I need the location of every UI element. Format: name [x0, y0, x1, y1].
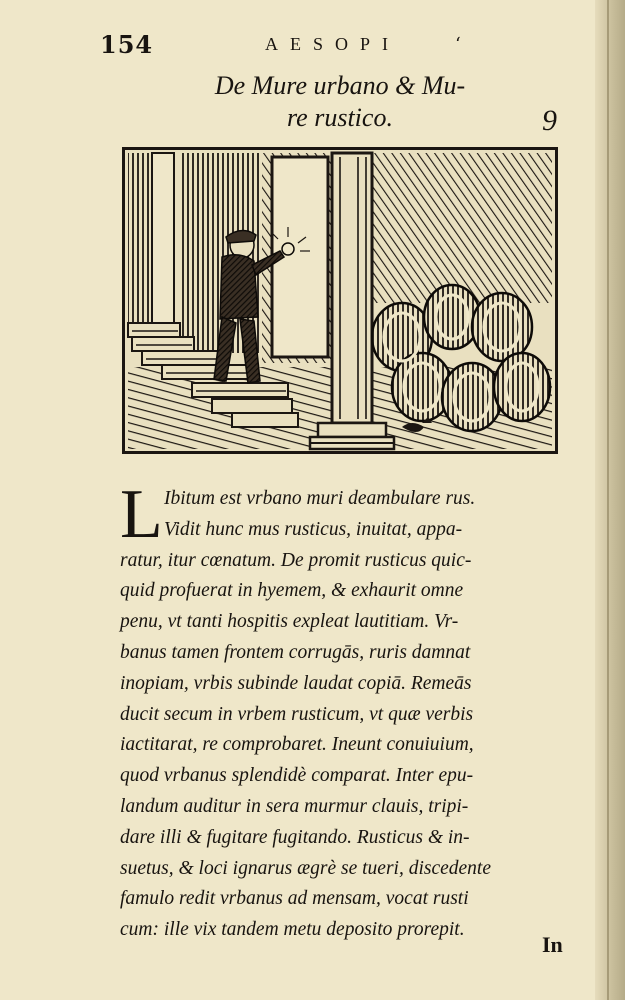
page-gutter	[595, 0, 625, 1000]
text-line: banus tamen frontem corrugās, ruris damnat	[120, 641, 471, 663]
text-line: suetus, & loci ignarus ægrè se tueri, discedente	[120, 857, 491, 879]
fable-title	[185, 70, 495, 134]
page-header	[100, 30, 480, 60]
catchword: In	[542, 932, 563, 957]
title-line-1: De Mure urbano & Mu-	[214, 71, 466, 100]
page-number: 154	[100, 30, 154, 59]
header-mark: ‘	[455, 34, 461, 55]
title-line-2: re rustico.	[287, 103, 393, 132]
text-line: inopiam, vrbis subinde laudat copiā. Remeās	[120, 672, 472, 694]
next-page-edge	[607, 0, 609, 1000]
drop-cap: L	[120, 476, 163, 553]
text-line: dare illi & fugitare fugitando. Rusticus & in-	[120, 826, 470, 848]
text-line: Vidit hunc mus rusticus, inuitat, appa-	[164, 518, 463, 540]
text-line: ducit secum in vrbem rusticum, vt quæ verbis	[120, 703, 474, 725]
text-line: landum auditur in sera murmur clauis, tripi-	[120, 795, 469, 817]
woodcut-illustration	[122, 147, 558, 454]
text-line: ratur, itur cœnatum. De promit rusticus quic-	[120, 549, 472, 571]
text-line: Ibitum est vrbano muri deambulare rus.	[164, 488, 476, 509]
fable-text	[120, 476, 572, 946]
text-line: famulo redit vrbanus ad mensam, vocat rusti	[120, 888, 469, 910]
text-line: penu, vt tanti hospitis expleat lautitiam. Vr-	[120, 611, 459, 633]
fable-number: 9	[542, 104, 557, 137]
text-line: cum: ille vix tandem metu deposito prorepit.	[120, 919, 465, 941]
text-line: iactitarat, re comprobaret. Ineunt conuiuium,	[120, 734, 474, 756]
text-line: quod vrbanus splendidè comparat. Inter epu-	[120, 765, 474, 787]
running-head: AESOPI	[265, 34, 401, 54]
text-line: quid profuerat in hyemem, & exhaurit omne	[120, 580, 464, 602]
